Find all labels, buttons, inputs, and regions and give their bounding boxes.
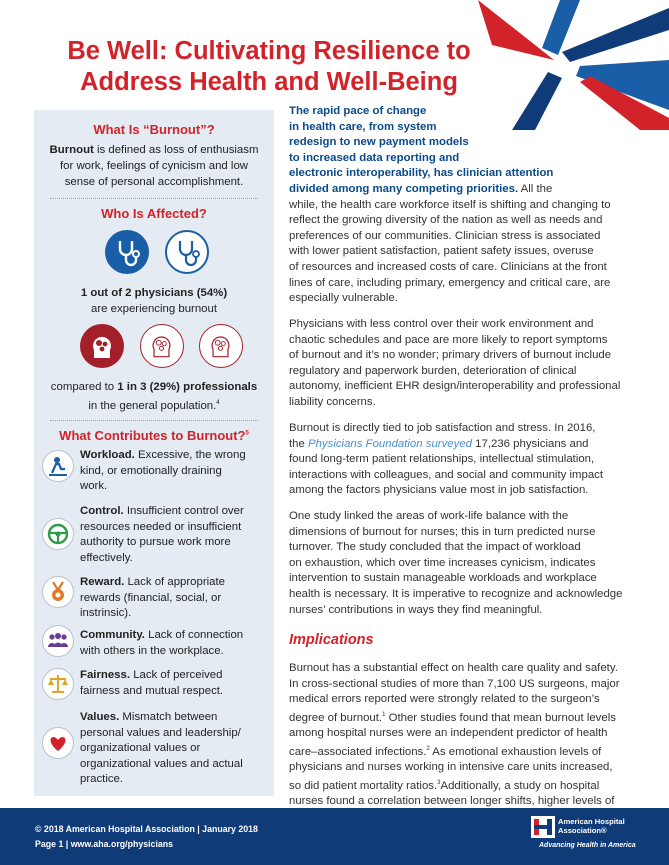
title-line-2: Address Health and Well-Being [80,68,458,96]
page-footer [0,808,669,865]
reward-item: Reward. Lack of appropriate rewards (financial, social, or instrinsic). [80,576,225,619]
control-item: Control. Insufficient control over resources needed or insufficient authority to pursue work more effectively. [80,505,244,564]
footer-page-url[interactable]: Page 1 | www.aha.org/physicians [35,839,174,849]
stethoscope-icon-outline [165,230,209,274]
physicians-stat-caption: are experiencing burnout [90,303,217,315]
burnout-sidebar [34,110,274,796]
aha-tagline: Advancing Health in America [539,842,636,849]
community-item: Community. Lack of connection with others in the workplace. [80,629,244,657]
aha-h-icon [531,816,555,838]
control-paragraph: Physicians with less control over their work environment and chaotic schedules and pace are more likely to report symptoms of burnout and it’s no wonder; primary drivers of burnout include regulatory and paperwork burden, deterioration of clinical autonomy, inefficient EHR design/interoperability and professional liability concerns. [289,318,621,408]
scales-icon [42,668,74,700]
divider [50,420,258,421]
burnout-definition: Burnout is defined as loss of enthusiasm for work, feelings of cynicism and low sense of personal accomplishment. [49,144,259,188]
worker-icon [42,450,74,482]
aha-logo [531,816,641,854]
who-affected-heading: Who Is Affected? [101,206,207,221]
implications-paragraph: Burnout has a substantial effect on health care quality and safety. In cross-sectional studies of more than 7,100 US surgeons, major medical errors reported were strongly related to the surgeon’s degree of burnout.$^1$ Other studies found that mean burnout levels among hospital nurses were an independent predictor of health care–associated infections.$^2$ As emotional exhaustion levels of physicians and nurses working in intensive care units increased, so did patient mortality ratios.$^3$Additionally, a study on hospital nurses found a correlation between longer shifts, higher levels of [289,662,620,808]
head-gears-icon-outline [199,324,243,368]
heart-icon [42,727,74,759]
satisfaction-paragraph: Burnout is directly tied to job satisfaction and stress. In 2016, the Physicians Foundation surveyed 17,236 physicians and found long-term patient relationships, intellectual stimulation, interactions with colleagues, and social and community impact among the factors physicians value most in job satisfaction. [289,422,604,497]
medal-icon [42,576,74,608]
aha-name: American Hospital Association® [558,817,625,835]
stethoscope-icon-filled [105,230,149,274]
footer-copyright: © 2018 American Hospital Association | January 2018 [35,824,258,834]
values-item: Values. Mismatch between personal values and leadership/ organizational values or organizational values and actual practice. [80,711,243,785]
professionals-stat: compared to 1 in 3 (29%) professionals [50,381,258,393]
nurses-paragraph: One study linked the areas of work-life balance with the dimensions of burnout for nurses; this in turn predicted nurse turnover. The study concluded that the impact of workload on exhaustion, which over time increases cynicism, indicates intervention to sustain manageable workloads and workplace health is necessary. It is imperative to recognize and acknowledge nurses’ contributions in ways they find meaningful. [289,510,623,616]
implications-heading: Implications [289,632,374,648]
people-icon [42,625,74,657]
intro-paragraph: The rapid pace of change in health care, from system redesign to new payment models to increased data reporting and electronic interoperability, has clinician attention divided among many competing priorities. All the while, the health care workforce itself is shifting and changing to reflect the growing diversity of the nation as well as needs and preferences of our communities. Clinician stress is associated with lower patient satisfaction, patient safety issues, overuse of resources and increased costs of care. Clinicians at the front lines of care, including primary, emergency and critical care, are especially vulnerable. [289,105,611,305]
divider [50,198,258,199]
title-line-1: Be Well: Cultivating Resilience to [67,37,471,65]
contributes-heading: What Contributes to Burnout?$^5$ [59,428,249,443]
steering-wheel-icon [42,518,74,550]
physicians-stat: 1 out of 2 physicians (54%) [80,287,228,299]
physicians-foundation-link[interactable]: Physicians Foundation surveyed [308,437,472,450]
burnout-term: Burnout [49,144,94,156]
professionals-stat-caption: in the general population.$^4$ [88,399,220,412]
head-gears-icon-outline [140,324,184,368]
what-is-burnout-heading: What Is “Burnout”? [93,122,215,137]
head-gears-icon-filled [80,324,124,368]
fairness-item: Fairness. Lack of perceived fairness and mutual respect. [80,669,224,697]
workload-item: Workload. Excessive, the wrong kind, or emotionally draining work. [80,449,246,492]
